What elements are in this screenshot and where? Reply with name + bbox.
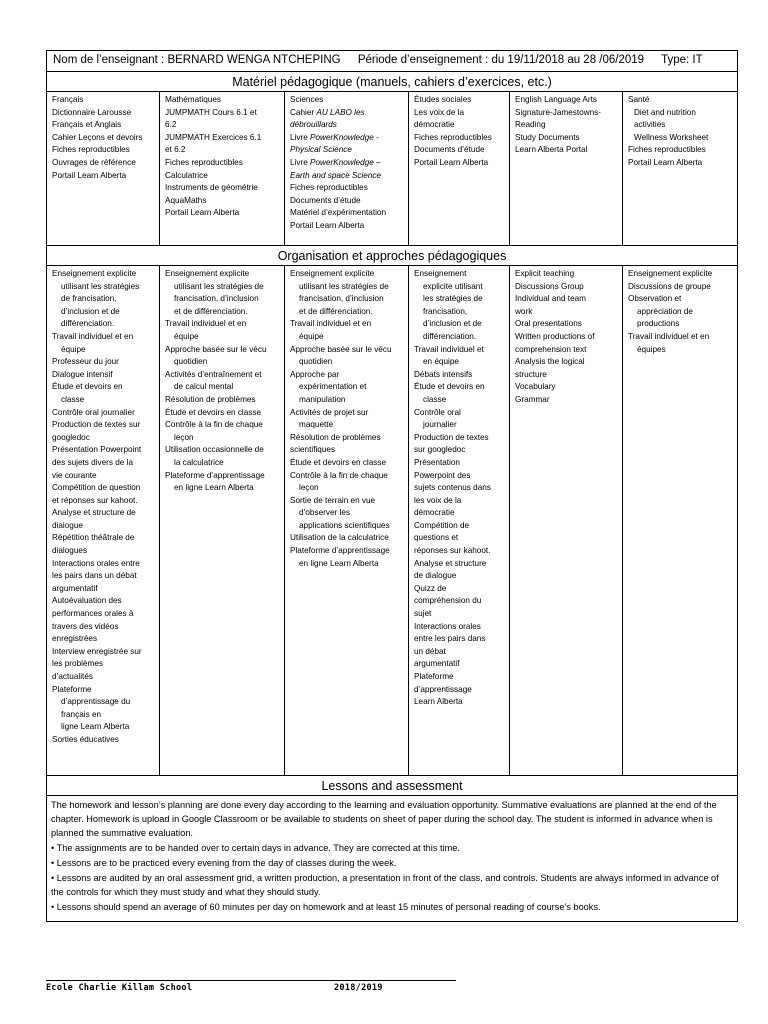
approach-line: Étude et devoirs en — [414, 382, 485, 392]
materials-line — [290, 132, 405, 145]
approach-line: dialogues — [52, 546, 88, 556]
materials-line — [290, 107, 405, 120]
materials-line: Dictionnaire Larousse — [52, 107, 132, 117]
book-title: PowerKnowledge - — [310, 132, 379, 142]
approach-line: Enseignement explicite — [165, 269, 250, 278]
period-value: du 19/11/2018 au 28 /06/2019 — [491, 54, 645, 66]
book-title: Physical Science — [290, 145, 352, 155]
type-label: Type: — [661, 54, 690, 66]
materials-line: Les voix de la — [414, 107, 465, 117]
approach-line: d’apprentissage du — [61, 697, 131, 707]
approach-line: Présentation — [414, 457, 460, 467]
materials-line: Fiches reproductibles — [52, 145, 130, 155]
materials-line: Fiches reproductibles — [165, 157, 243, 167]
approach-line: comprehension text — [515, 344, 587, 354]
approach-line: Written productions of — [515, 331, 595, 341]
approach-line: la calculatrice — [174, 457, 224, 467]
approach-line: Analyse et structure de — [52, 508, 136, 518]
approach-line: différenciation. — [423, 331, 477, 341]
approach-line: Sorties éducatives — [52, 734, 119, 744]
approaches-col-english — [510, 266, 623, 776]
materials-line: Cahier Leçons et devoirs — [52, 132, 143, 142]
approach-line: Enseignement — [414, 269, 467, 278]
approach-line: de calcul mental — [174, 382, 234, 392]
approach-line: en ligne Learn Alberta — [299, 558, 379, 568]
lessons-title: Lessons and assessment — [47, 776, 738, 796]
page-footer — [46, 983, 383, 993]
approach-line: Autoévaluation des — [52, 596, 122, 606]
materials-line: et 6.2 — [165, 145, 186, 155]
approach-line: leçon — [174, 432, 194, 442]
approaches-col-francais — [47, 266, 160, 776]
approach-line: Résolution de problèmes — [290, 432, 381, 442]
approach-line: Débats intensifs — [414, 369, 473, 379]
approach-line: Compétition de question — [52, 483, 141, 493]
approach-line: Utilisation occasionnelle de — [165, 445, 264, 455]
approaches-col-sciences — [285, 266, 409, 776]
materials-sante — [623, 92, 738, 246]
approach-line: Individual and team — [515, 294, 587, 304]
teacher-label: Nom de l’enseignant : — [53, 54, 165, 66]
approach-line: Discussions Group — [515, 281, 584, 291]
approach-line: réponses sur kahoot. — [414, 546, 491, 556]
approach-line: Étude et devoirs en — [52, 382, 123, 392]
approach-line: appréciation de — [637, 306, 693, 316]
materials-line: JUMPMATH Cours 6.1 et — [165, 107, 257, 117]
approach-line: applications scientifiques — [299, 520, 390, 530]
approach-line: Grammar — [515, 394, 550, 404]
approach-line: googledoc — [52, 432, 90, 442]
approach-line: Interactions orales entre — [52, 558, 140, 568]
approaches-title: Organisation et approches pédagogiques — [47, 246, 738, 266]
materials-line: activities — [634, 120, 666, 130]
approach-line: Sortie de terrain en vue — [290, 495, 376, 505]
approach-line: Plateforme — [414, 672, 454, 681]
plan-table — [46, 50, 738, 922]
materials-etudes-sociales — [409, 92, 510, 246]
approach-line: Explicit teaching — [515, 269, 575, 278]
approach-line: les pairs dans un débat — [52, 571, 137, 581]
materials-line: Portail Learn Alberta — [52, 170, 127, 180]
approach-line: Plateforme — [52, 684, 92, 694]
approach-line: les stratégies de — [423, 294, 483, 304]
approach-line: sujets contenus dans — [414, 483, 491, 493]
approach-line: Étude et devoirs en classe — [290, 457, 387, 467]
materials-line: AquaMaths — [165, 195, 207, 205]
approach-line: Enseignement explicite — [628, 269, 713, 278]
approach-line: un débat — [414, 646, 446, 656]
lessons-bullet: • The assignments are to be handed over to certain days in advance. They are corrected at this time. — [51, 843, 460, 853]
materials-line — [290, 157, 405, 170]
materials-line: Portail Learn Alberta — [290, 220, 365, 230]
approach-line: démocratie — [414, 508, 455, 518]
materials-line: Signature-Jamestowns- — [515, 107, 602, 117]
approach-line: francisation, d’inclusion — [299, 294, 384, 304]
materials-line: 6.2 — [165, 120, 177, 130]
approach-line: leçon — [299, 483, 319, 493]
approach-line: argumentatif — [414, 659, 460, 669]
approach-line: Plateforme d’apprentissage — [165, 470, 265, 480]
approach-line: performances orales à — [52, 609, 134, 619]
materials-line: Fiches reproductibles — [414, 132, 492, 142]
approach-line: francisation, d’inclusion — [174, 294, 259, 304]
materials-line: Sciences — [290, 95, 324, 104]
approach-line: maquette — [299, 420, 334, 430]
materials-line: Fiches reproductibles — [290, 183, 368, 193]
approach-line: français en — [61, 709, 102, 719]
approach-line: Enseignement explicite — [290, 269, 375, 278]
approach-line: argumentatif — [52, 583, 98, 593]
approach-line: Dialogue intensif — [52, 369, 113, 379]
approach-line: d’actualités — [52, 672, 93, 681]
approach-line: d’inclusion et de — [423, 319, 482, 329]
approach-line: sur googledoc — [414, 445, 466, 455]
approach-line: expérimentation et — [299, 382, 367, 392]
approach-line: Étude et devoirs en classe — [165, 407, 262, 417]
approach-line: d’observer les — [299, 508, 350, 518]
approach-line: Contrôle à la fin de chaque — [290, 470, 388, 480]
approach-line: compréhension du — [414, 596, 482, 606]
approach-line: dialogue — [52, 520, 83, 530]
approach-line: différenciation. — [61, 319, 115, 329]
approach-line: utilisant les stratégies de — [174, 281, 264, 291]
materials-text: Livre — [290, 157, 311, 167]
lessons-body — [47, 796, 738, 922]
approach-line: Approche basée sur le vécu — [290, 344, 392, 354]
approach-line: Travail individuel et — [414, 344, 484, 354]
approach-line: les voix de la — [414, 495, 462, 505]
approach-line: Activités de projet sur — [290, 407, 369, 417]
approach-line: Travail individuel et en — [52, 331, 134, 341]
approach-line: quotidien — [174, 357, 208, 367]
approach-line: Plateforme d’apprentissage — [290, 546, 390, 556]
materials-line: Santé — [628, 95, 650, 104]
period-label: Période d’enseignement : — [357, 54, 489, 66]
approach-line: Contrôle oral journalier — [52, 407, 135, 417]
approach-line: Professeur du jour — [52, 357, 119, 367]
approach-line: Travail individuel et en — [628, 331, 710, 341]
approach-line: d’inclusion et de — [61, 306, 120, 316]
approach-line: classe — [61, 394, 85, 404]
approach-line: Learn Alberta — [414, 697, 463, 707]
approach-line: les problèmes — [52, 659, 103, 669]
materials-line: Study Documents — [515, 132, 580, 142]
materials-line — [290, 144, 405, 157]
materials-line — [290, 170, 405, 183]
approach-line: Discussions de groupe — [628, 281, 711, 291]
materials-line: Mathématiques — [165, 95, 221, 104]
materials-francais — [47, 92, 160, 246]
materials-line: Wellness Worksheet — [634, 132, 709, 142]
approach-line: work — [515, 306, 533, 316]
materials-line: JUMPMATH Exercices 6.1 — [165, 132, 262, 142]
teacher-name: BERNARD WENGA NTCHEPING — [167, 54, 341, 66]
approach-line: Interview enregistrée sur — [52, 646, 142, 656]
approach-line: Powerpoint des — [414, 470, 471, 480]
materials-line: Calculatrice — [165, 170, 208, 180]
approach-line: Travail individuel et en — [165, 319, 247, 329]
approach-line: d’apprentissage — [414, 684, 472, 694]
approach-line: Approche par — [290, 369, 340, 379]
approach-line: Activités d’entraînement et — [165, 369, 262, 379]
materials-line: Diet and nutrition — [634, 107, 696, 117]
book-title: débrouillards — [290, 120, 337, 130]
approach-line: quotidien — [299, 357, 333, 367]
approach-line: enregistrées — [52, 634, 98, 644]
approach-line: Observation et — [628, 294, 682, 304]
approach-line: équipe — [299, 331, 324, 341]
approach-line: équipe — [61, 344, 86, 354]
approach-line: scientifiques — [290, 445, 336, 455]
approach-line: des sujets divers de la — [52, 457, 134, 467]
approach-line: équipe — [174, 331, 199, 341]
approach-line: Interactions orales — [414, 621, 481, 631]
approach-line: utilisant les stratégies — [61, 281, 140, 291]
materials-line: Documents d’étude — [414, 145, 485, 155]
book-title: PowerKnowledge – — [310, 157, 381, 167]
approaches-col-sante — [623, 266, 738, 776]
approach-line: Compétition de — [414, 520, 470, 530]
approach-line: Utilisation de la calculatrice — [290, 533, 389, 543]
footer-year: 2018/2019 — [334, 983, 383, 993]
pedagogical-plan-sheet — [46, 50, 737, 922]
approach-line: Répétition théâtrale de — [52, 533, 135, 543]
approach-line: francisation, — [423, 306, 468, 316]
materials-line: Matériel d’expérimentation — [290, 208, 387, 218]
materials-line: Documents d’étude — [290, 195, 361, 205]
approach-line: de francisation, — [61, 294, 117, 304]
approach-line: Contrôle oral — [414, 407, 461, 417]
approach-line: Analyse et structure — [414, 558, 487, 568]
approach-line: Présentation Powerpoint — [52, 445, 142, 455]
approach-line: équipes — [637, 344, 666, 354]
materials-text: Livre — [290, 132, 311, 142]
footer-school: Ecole Charlie Killam School — [46, 983, 193, 993]
materials-line — [290, 119, 405, 132]
approaches-col-etudes — [409, 266, 510, 776]
type-value: IT — [692, 54, 703, 66]
approach-line: Production de textes sur — [52, 420, 141, 430]
approach-line: journalier — [423, 420, 457, 430]
approaches-col-maths — [160, 266, 285, 776]
approach-line: classe — [423, 394, 447, 404]
materials-line: English Language Arts — [515, 95, 597, 104]
lessons-bullet: • Lessons are audited by an oral assessment grid, a written production, a presentation in front of the class, and controls. Students are always informed in advance of the controls for which they must study and what they should study. — [51, 873, 719, 897]
lessons-bullet: • Lessons should spend an average of 60 minutes per day on homework and at least 15 minutes of personal reading of course’s books. — [51, 902, 601, 912]
book-title: AU LABO les — [316, 107, 365, 117]
lessons-paragraph: The homework and lesson’s planning are done every day according to the learning and evaluation opportunity. Summative evaluations are planned at the end of the chapter. Homework is upload in Google Classroom or be available to students on sheet of paper during the school day. The student is informed in advance when is planned the summative evaluation. — [51, 800, 717, 838]
materials-line: Learn Alberta Portal — [515, 145, 588, 155]
approach-line: Résolution de problèmes — [165, 394, 256, 404]
approach-line: Travail individuel et en — [290, 319, 372, 329]
materials-line: Fiches reproductibles — [628, 145, 706, 155]
approach-line: en ligne Learn Alberta — [174, 483, 254, 493]
materials-line: Portail Learn Alberta — [165, 208, 240, 218]
approach-line: productions — [637, 319, 680, 329]
approach-line: Enseignement explicite — [52, 269, 137, 278]
materials-line: Français — [52, 95, 84, 104]
materials-line: Reading — [515, 120, 546, 130]
approach-line: et de différenciation. — [174, 306, 248, 316]
approach-line: Approche basée sur le vécu — [165, 344, 267, 354]
approach-line: en équipe — [423, 357, 459, 367]
materials-line: Ouvrages de référence — [52, 157, 136, 167]
materials-line: Français et Anglais — [52, 120, 122, 130]
materials-line: Portail Learn Alberta — [414, 157, 489, 167]
approach-line: entre les pairs dans — [414, 634, 486, 644]
approach-line: travers des vidéos — [52, 621, 119, 631]
materials-text: Cahier — [290, 107, 317, 117]
approach-line: Production de textes — [414, 432, 489, 442]
materials-line: démocratie — [414, 120, 455, 130]
materials-line: Portail Learn Alberta — [628, 157, 703, 167]
approach-line: et de différenciation. — [299, 306, 373, 316]
footer-rule — [46, 980, 456, 981]
materials-sciences — [285, 92, 409, 246]
approach-line: vie courante — [52, 470, 97, 480]
approach-line: et réponses sur kahoot. — [52, 495, 138, 505]
approach-line: Vocabulary — [515, 382, 556, 392]
approach-line: manipulation — [299, 394, 346, 404]
approach-line: Quizz de — [414, 583, 447, 593]
approach-line: structure — [515, 369, 547, 379]
materials-line: Instruments de géométrie — [165, 183, 258, 193]
approach-line: utilisant les stratégies de — [299, 281, 389, 291]
approach-line: explicite utilisant — [423, 281, 483, 291]
header-row — [47, 51, 738, 72]
approach-line: Analysis the logical — [515, 357, 585, 367]
materials-line: Études sociales — [414, 95, 472, 104]
materials-maths — [160, 92, 285, 246]
materials-title: Matériel pédagogique (manuels, cahiers d’exercices, etc.) — [47, 72, 738, 92]
approach-line: sujet — [414, 609, 432, 619]
approach-line: Oral presentations — [515, 319, 582, 329]
approach-line: questions et — [414, 533, 459, 543]
book-title: Earth and space Science — [290, 170, 382, 180]
materials-english — [510, 92, 623, 246]
approach-line: de dialogue — [414, 571, 457, 581]
approach-line: ligne Learn Alberta — [61, 722, 130, 732]
lessons-bullet: • Lessons are to be practiced every evening from the day of classes during the week. — [51, 858, 397, 868]
approach-line: Contrôle à la fin de chaque — [165, 420, 263, 430]
